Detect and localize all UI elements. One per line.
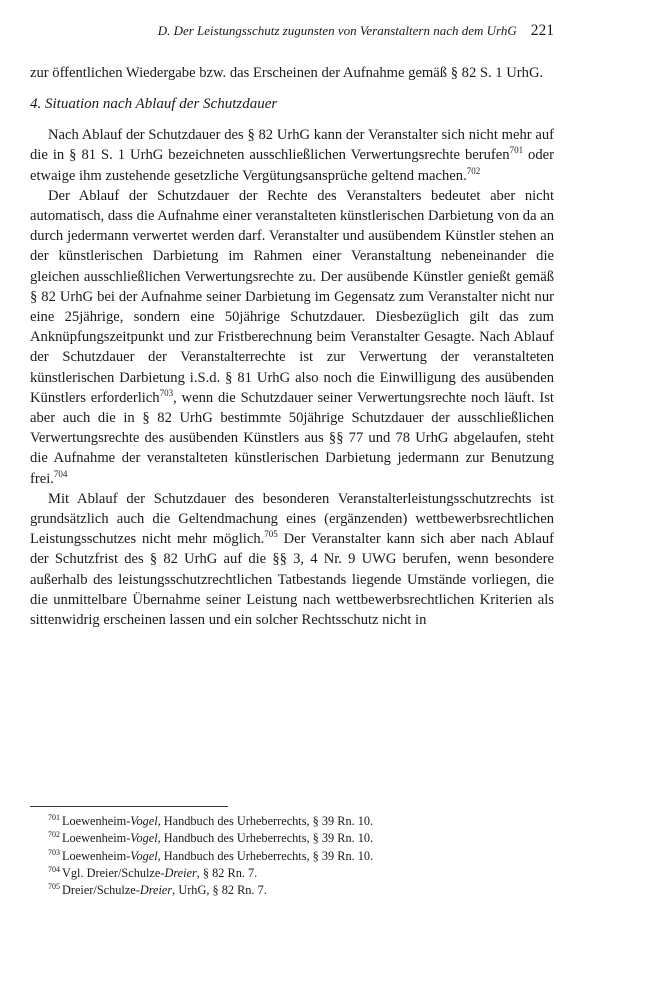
footnote-number: 703 [48,847,60,857]
paragraph-2-text-b: , wenn die Schutzdauer seiner Verwertungsrechte noch läuft. Ist aber auch die in § 82 UrhG bestimmte 50jährige Schutzdauer der ausschließlichen Verwertungsrechte des ausübenden Künstlers aus §§ 77 und 78 UrhG abgelaufen, steht die Aufnahme der veranstalteten künstlerischen Darbietung jedermann zur Benutzung frei. [30,389,554,487]
footnote-number: 701 [48,813,60,822]
footnote-text: Dreier/Schulze- [62,883,140,898]
running-header [30,22,554,40]
footnote [48,813,548,830]
paragraph-1 [30,125,554,186]
paragraph-1-text-a: Nach Ablauf der Schutzdauer des § 82 UrhG kann der Veranstalter sich nicht mehr auf die in § 81 S. 1 UrhG bezeichneten ausschließlichen Verwertungsrechte berufen [30,127,554,164]
footnote-number: 704 [48,864,60,874]
footnote-author: Vogel [130,831,158,846]
section-heading: 4. Situation nach Ablauf der Schutzdauer [30,96,278,113]
running-title: D. Der Leistungsschutz zugunsten von Veranstaltern nach dem UrhG [157,23,517,38]
footnote [48,848,548,865]
footnote-ref-705[interactable]: 705 [264,529,278,540]
footnote-ref-701[interactable]: 701 [509,145,524,156]
footnote-author: Dreier [139,883,173,898]
main-text [30,63,554,630]
footnotes [48,813,548,899]
footnote-number: 705 [48,882,60,892]
paragraph-3-text-b: Der Veranstalter kann sich aber nach Ablauf der Schutzfrist des § 82 UrhG auf die §§ 3, 4 Nr. 9 UWG berufen, wenn besondere außerhalb des leistungsschutzrechtlichen Tatbestands liegende Umstände vorliegen, die die unmittelbare Übernahme seiner Leistung nach wettbewerbsrechtlichen Kriterien als sittenwidrig erscheinen lassen und ein solcher Rechtsschutz nicht in [30,531,554,629]
footnote-number: 702 [48,830,60,840]
paragraph-continuation: zur öffentlichen Wiedergabe bzw. das Erscheinen der Aufnahme gemäß § 82 S. 1 UrhG. [30,65,544,81]
paragraph-3-text-a: Mit Ablauf der Schutzdauer des besonderen Veranstalterleistungsschutzrechts ist grundsätzlich auch die Geltendmachung eines (ergänzenden) wettbewerbsrechtlichen Leistungsschutzes nicht mehr möglich. [30,490,554,548]
footnote-citation: , UrhG, § 82 Rn. 7. [172,883,267,898]
footnote-text: Vgl. Dreier/Schulze- [62,865,165,880]
paragraph-1-text-b: oder etwaige ihm zustehende gesetzliche Vergütungsansprüche geltend machen. [30,147,554,184]
footnote [48,830,548,847]
footnote-citation: , Handbuch des Urheberrechts, § 39 Rn. 10. [157,814,374,828]
paragraph-2 [30,186,554,489]
footnote-author: Vogel [130,848,158,863]
footnote-text: Loewenheim- [62,831,131,846]
footnote [48,882,548,899]
footnote-citation: , Handbuch des Urheberrechts, § 39 Rn. 10. [157,848,374,863]
footnote-citation: , § 82 Rn. 7. [196,865,258,880]
footnote-ref-702[interactable]: 702 [466,165,481,176]
footnote-citation: , Handbuch des Urheberrechts, § 39 Rn. 10. [157,831,374,846]
footnote-ref-703[interactable]: 703 [159,387,174,398]
page-number: 221 [530,22,554,39]
paragraph-3 [30,489,554,630]
footnote-author: Dreier [164,865,197,880]
footnote [48,865,548,882]
footnote-author: Vogel [130,814,158,828]
footnote-text: Loewenheim- [62,814,131,828]
footnote-separator [30,806,228,807]
paragraph-2-text-a: Der Ablauf der Schutzdauer der Rechte des Veranstalters bedeutet aber nicht automatisch, dass die Aufnahme einer veranstalteten künstlerischen Darbietung von da an durch jedermann verwertet werden darf. Veranstalter und ausübendem Künstler stehen an der künstlerischen Darbietung im Rahmen einer Veranstaltung nebeneinander die gleichen ausschließlichen Verwertungsrechte zu. Der ausübende Künstler genießt gemäß § 82 UrhG bei der Aufnahme seiner Darbietung im Gegensatz zum Veranstalter nicht nur eine 25jährige, sondern eine 50jährige Schutzdauer. Diesbezüglich gilt das zum Anknüpfungszeitpunkt und zur Fristberechnung beim Veranstalter Gesagte. Nach Ablauf der Schutzdauer der Veranstalterrechte ist zur Verwertung der veranstalteten künstlerischen Darbietung i.S.d. § 81 UrhG also noch die Einwilligung des ausübenden Künstlers erforderlich [30,187,554,406]
footnote-text: Loewenheim- [62,848,131,863]
footnote-ref-704[interactable]: 704 [53,468,68,479]
